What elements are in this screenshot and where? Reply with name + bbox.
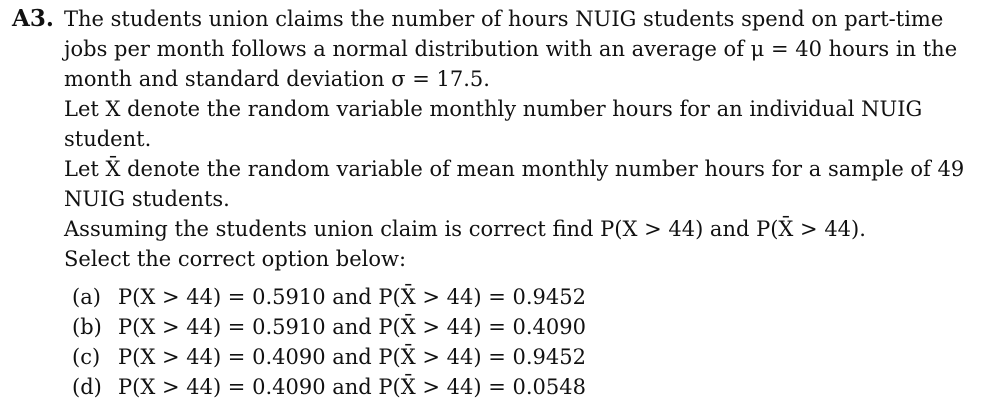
question-line: NUIG students.	[64, 187, 230, 211]
option-b[interactable]	[72, 312, 586, 342]
question-line: Let X denote the random variable monthly number hours for an individual NUIG	[64, 97, 923, 121]
option-label: (b)	[72, 315, 102, 339]
answer-options	[72, 282, 586, 402]
option-a[interactable]	[72, 282, 586, 312]
option-label: (d)	[72, 375, 102, 399]
question-line: The students union claims the number of hours NUIG students spend on part-time	[64, 7, 944, 31]
option-d[interactable]	[72, 372, 586, 402]
question-line: student.	[64, 127, 152, 151]
option-label: (c)	[72, 345, 101, 369]
question-line: Select the correct option below:	[64, 247, 407, 271]
question-number: A3.	[12, 5, 54, 32]
option-label: (a)	[72, 285, 101, 309]
option-c[interactable]	[72, 342, 586, 372]
question-line: Let X̄ denote the random variable of mean monthly number hours for a sample of 49	[64, 157, 965, 181]
question-line: Assuming the students union claim is correct find P(X > 44) and P(X̄ > 44).	[64, 217, 866, 241]
question-body	[64, 4, 985, 274]
option-text: P(X > 44) = 0.5910 and P(X̄ > 44) = 0.9452	[118, 285, 586, 309]
option-text: P(X > 44) = 0.5910 and P(X̄ > 44) = 0.4090	[118, 315, 586, 339]
option-text: P(X > 44) = 0.4090 and P(X̄ > 44) = 0.9452	[118, 345, 586, 369]
question-line: month and standard deviation σ = 17.5.	[64, 67, 490, 91]
question-line: jobs per month follows a normal distribution with an average of μ = 40 hours in the	[64, 37, 958, 61]
option-text: P(X > 44) = 0.4090 and P(X̄ > 44) = 0.0548	[118, 375, 586, 399]
